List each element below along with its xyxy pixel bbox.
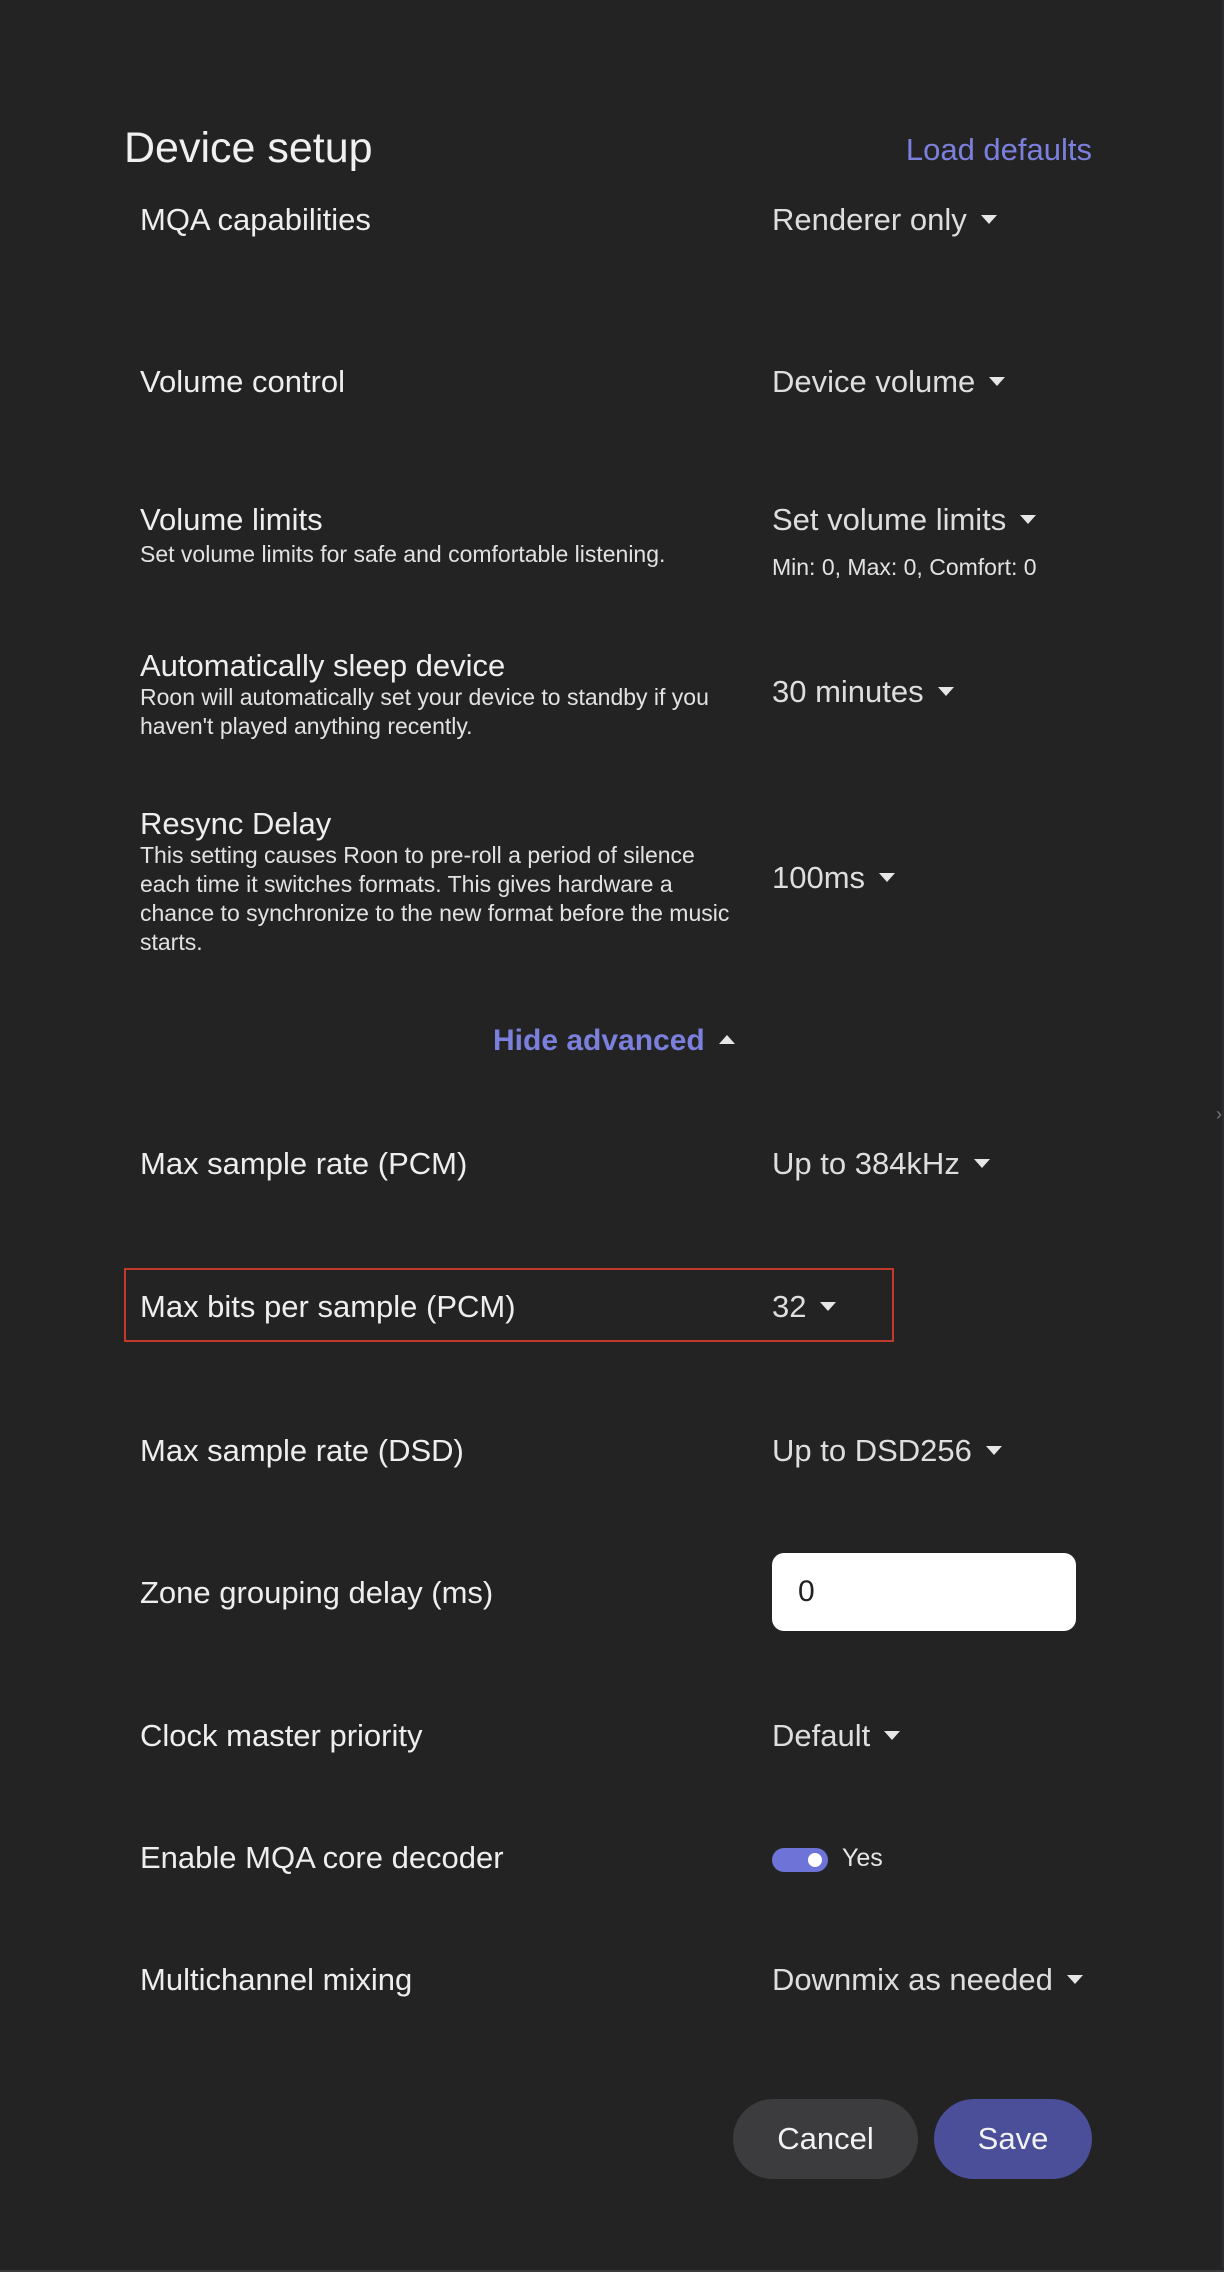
multichannel-mixing-dropdown[interactable] [772, 1962, 1083, 1998]
caret-down-icon [820, 1302, 836, 1311]
mqa-capabilities-dropdown[interactable] [772, 202, 997, 238]
setting-row-multichannel-mixing [140, 1962, 1100, 2012]
setting-label: MQA capabilities [140, 202, 371, 237]
volume-control-dropdown[interactable] [772, 364, 1005, 400]
save-button[interactable]: Save [934, 2099, 1092, 2179]
setting-row-max-sample-rate-pcm [140, 1146, 1100, 1196]
dropdown-value: Up to 384kHz [772, 1146, 960, 1181]
caret-up-icon [719, 1035, 735, 1044]
caret-down-icon [938, 687, 954, 696]
hide-advanced-label: Hide advanced [493, 1024, 705, 1057]
toggle-state-label: Yes [842, 1844, 883, 1872]
max-bits-pcm-dropdown[interactable] [772, 1289, 836, 1325]
setting-label: Automatically sleep device [140, 648, 506, 683]
dropdown-value: Downmix as needed [772, 1962, 1053, 1997]
dropdown-value: Set volume limits [772, 502, 1007, 537]
setting-description: Roon will automatically set your device to standby if you haven't played anything recently. [140, 684, 709, 739]
auto-sleep-dropdown[interactable] [772, 674, 954, 710]
dropdown-value: Up to DSD256 [772, 1433, 972, 1468]
setting-row-clock-master-priority [140, 1718, 1100, 1768]
setting-label: Clock master priority [140, 1718, 423, 1753]
volume-limits-summary: Min: 0, Max: 0, Comfort: 0 [772, 554, 1037, 580]
hide-advanced-toggle[interactable] [493, 1024, 735, 1058]
setting-row-max-sample-rate-dsd [140, 1433, 1100, 1483]
setting-description: Set volume limits for safe and comfortable listening. [140, 541, 666, 567]
volume-limits-dropdown[interactable] [772, 502, 1036, 538]
dropdown-value: 30 minutes [772, 674, 924, 709]
setting-row-resync-delay [140, 806, 1100, 955]
setting-row-auto-sleep [140, 648, 1100, 748]
setting-label: Multichannel mixing [140, 1962, 413, 1997]
caret-down-icon [989, 377, 1005, 386]
setting-label: Max sample rate (DSD) [140, 1433, 464, 1468]
setting-row-max-bits-pcm [140, 1289, 1100, 1339]
caret-down-icon [974, 1159, 990, 1168]
setting-label: Enable MQA core decoder [140, 1840, 504, 1875]
caret-down-icon [879, 873, 895, 882]
setting-label: Volume limits [140, 502, 323, 537]
caret-down-icon [981, 215, 997, 224]
dropdown-value: 32 [772, 1289, 807, 1324]
clock-master-priority-dropdown[interactable] [772, 1718, 900, 1754]
zone-grouping-delay-input[interactable] [772, 1553, 1076, 1631]
max-sample-rate-pcm-dropdown[interactable] [772, 1146, 990, 1182]
caret-down-icon [1020, 515, 1036, 524]
setting-description: This setting causes Roon to pre-roll a period of silence each time it switches formats. This gives hardware a chance to synchronize to the new format before the music starts. [140, 842, 730, 955]
dropdown-value: Default [772, 1718, 871, 1753]
setting-label: Volume control [140, 364, 346, 399]
setting-row-volume-limits [140, 502, 1100, 602]
cancel-button[interactable]: Cancel [733, 2099, 918, 2179]
setting-label: Max sample rate (PCM) [140, 1146, 468, 1181]
toggle-knob [808, 1853, 822, 1867]
settings-scroll-area[interactable] [0, 202, 1224, 2040]
caret-down-icon [884, 1731, 900, 1740]
resync-delay-dropdown[interactable] [772, 860, 895, 896]
page-title: Device setup [124, 124, 373, 172]
caret-down-icon [986, 1446, 1002, 1455]
setting-label: Resync Delay [140, 806, 332, 841]
setting-row-mqa-capabilities [140, 202, 1100, 280]
setting-row-volume-control [140, 364, 1100, 414]
dropdown-value: 100ms [772, 860, 866, 895]
setting-label: Max bits per sample (PCM) [140, 1289, 516, 1324]
max-sample-rate-dsd-dropdown[interactable] [772, 1433, 1002, 1469]
dropdown-value: Renderer only [772, 202, 967, 237]
edge-chevron-icon: › [1216, 1104, 1222, 1124]
caret-down-icon [1067, 1975, 1083, 1984]
load-defaults-link[interactable]: Load defaults [905, 132, 1092, 167]
mqa-core-decoder-toggle[interactable] [772, 1848, 828, 1872]
setting-row-mqa-core-decoder [140, 1840, 1100, 1890]
setting-label: Zone grouping delay (ms) [140, 1575, 494, 1610]
dropdown-value: Device volume [772, 364, 976, 399]
